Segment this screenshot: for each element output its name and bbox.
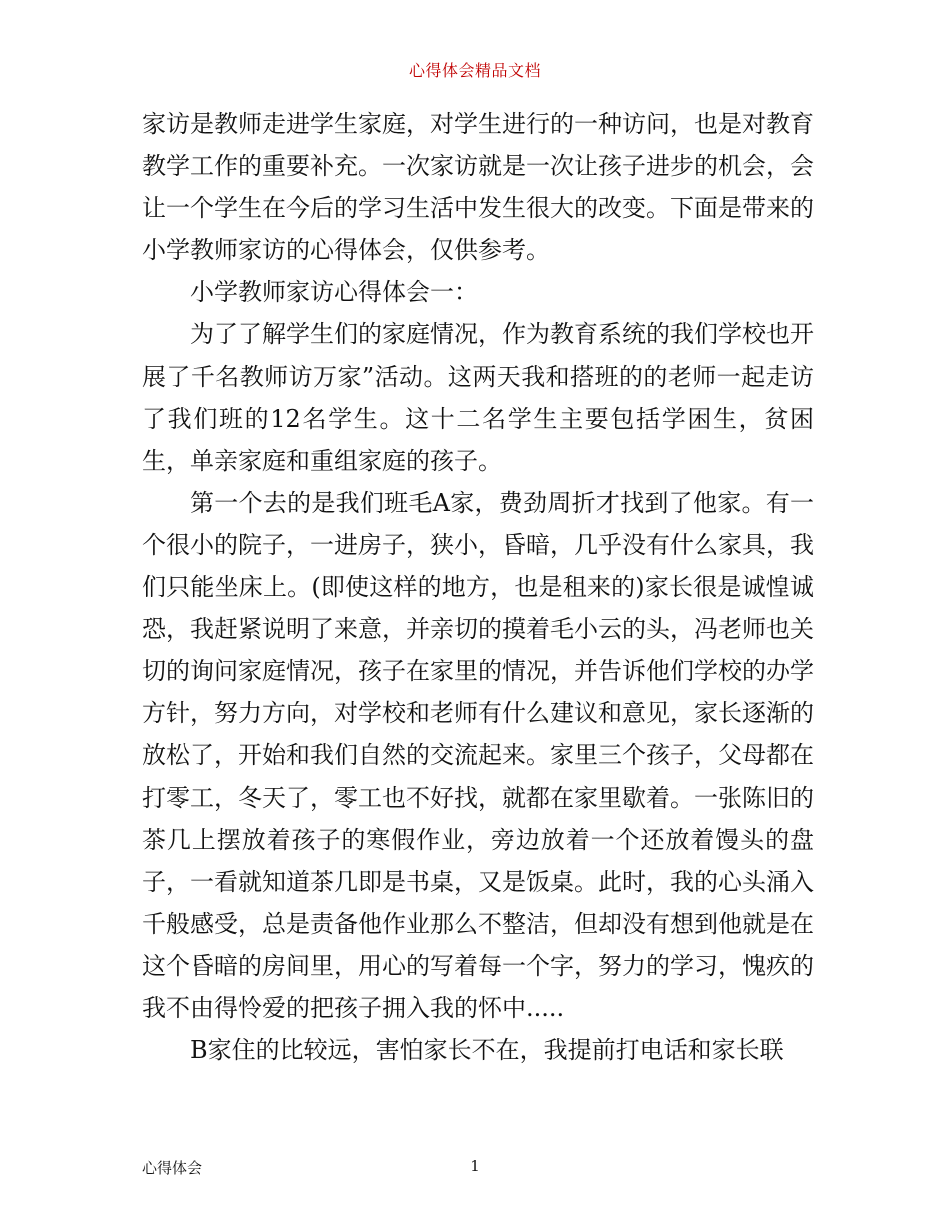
paragraph-first-visit: 第一个去的是我们班毛A家，费劲周折才找到了他家。有一个很小的院子，一进房子，狭小，昏暗，几乎没有什么家具，我们只能坐床上。(即使这样的地方，也是租来的)家长很是诚惶诚恐，我赶紧说明了来意，并亲切的摸着毛小云的头，冯老师也关切的询问家庭情况，孩子在家里的情况，并告诉他们学校的办学方针，努力方向，对学校和老师有什么建议和意见，家长逐渐的放松了，开始和我们自然的交流起来。家里三个孩子，父母都在打零工，冬天了，零工也不好找，就都在家里歇着。一张陈旧的茶几上摆放着孩子的寒假作业，旁边放着一个还放着馒头的盘子，一看就知道茶几即是书桌，又是饭桌。此时，我的心头涌入千般感受，总是责备他作业那么不整洁，但却没有想到他就是在这个昏暗的房间里，用心的写着每一个字，努力的学习，愧疚的我不由得怜爱的把孩子拥入我的怀中.....	[142, 488, 814, 1022]
footer-label: 心得体会	[142, 1159, 203, 1177]
page-number: 1	[470, 1157, 480, 1175]
paragraph-second-visit: B家住的比较远，害怕家长不在，我提前打电话和家长联	[190, 1036, 784, 1065]
paragraph-background: 为了了解学生们的家庭情况，作为教育系统的我们学校也开展了千名教师访万家”活动。这两天我和搭班的的老师一起走访了我们班的12名学生。这十二名学生主要包括学困生，贫困生，单亲家庭和重组家庭的孩子。	[142, 320, 814, 475]
paragraph-intro: 家访是教师走进学生家庭，对学生进行的一种访问，也是对教育教学工作的重要补充。一次家访就是一次让孩子进步的机会，会让一个学生在今后的学习生活中发生很大的改变。下面是带来的小学教师家访的心得体会，仅供参考。	[142, 110, 814, 265]
page-header-title: 心得体会精品文档	[408, 61, 541, 80]
section-heading: 小学教师家访心得体会一：	[190, 278, 478, 307]
document-body	[142, 103, 814, 1071]
